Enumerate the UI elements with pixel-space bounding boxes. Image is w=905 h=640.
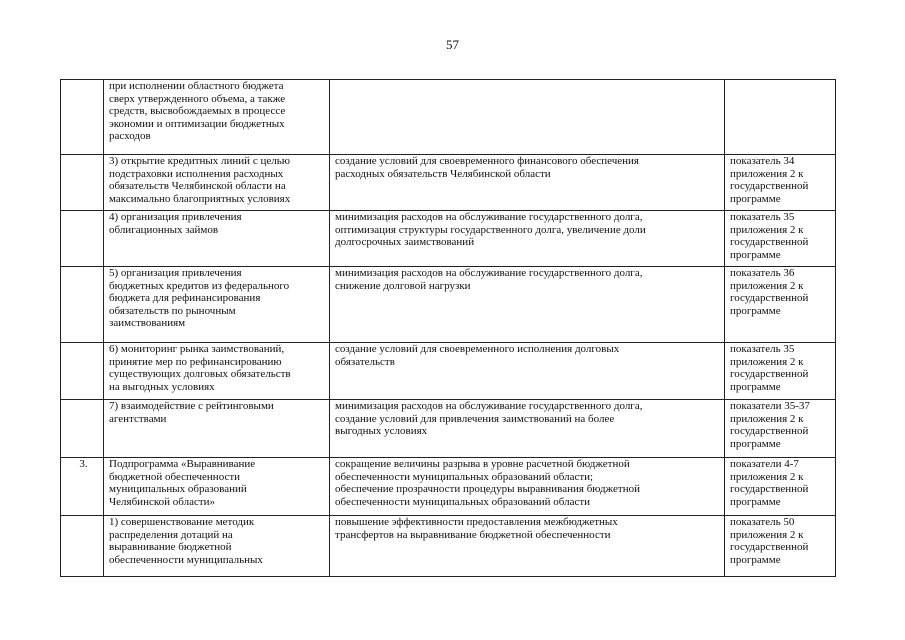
cell-text-line: показатель 34 bbox=[730, 155, 795, 167]
row-number-cell bbox=[61, 516, 104, 577]
result-cell bbox=[330, 516, 725, 577]
table-row bbox=[61, 80, 836, 155]
cell-text-line: приложения 2 к bbox=[730, 279, 804, 292]
cell-text-line: экономии и оптимизации бюджетных bbox=[109, 117, 285, 130]
cell-text-line: показатели 4-7 bbox=[730, 458, 799, 470]
cell-text-line: трансфертов на выравнивание бюджетной обеспеченности bbox=[335, 528, 611, 541]
cell-text-line: приложения 2 к bbox=[730, 223, 804, 236]
measure-cell bbox=[104, 267, 330, 343]
cell-text-line: обеспеченности муниципальных bbox=[109, 553, 263, 566]
cell-text-line: программе bbox=[730, 304, 781, 317]
cell-text-line: показатель 50 bbox=[730, 516, 795, 528]
cell-text-line: распределения дотаций на bbox=[109, 528, 233, 541]
table-row bbox=[61, 516, 836, 577]
cell-text-line: оптимизация структуры государственного долга, увеличение доли bbox=[335, 223, 646, 236]
cell-text-line: государственной bbox=[730, 368, 809, 380]
indicator-cell bbox=[725, 211, 836, 267]
cell-text-line: 7) взаимодействие с рейтинговыми bbox=[109, 400, 274, 412]
indicator-cell bbox=[725, 400, 836, 458]
cell-text-line: средств, высвобождаемых в процессе bbox=[109, 105, 286, 117]
cell-text-line: государственной bbox=[730, 483, 809, 495]
cell-text-line: Челябинской области» bbox=[109, 495, 216, 508]
measure-cell bbox=[104, 343, 330, 400]
cell-text-line: приложения 2 к bbox=[730, 167, 804, 180]
measure-cell bbox=[104, 400, 330, 458]
row-number-cell bbox=[61, 400, 104, 458]
row-number-cell bbox=[61, 343, 104, 400]
cell-text-line: государственной bbox=[730, 180, 809, 192]
cell-text-line: 4) организация привлечения bbox=[109, 211, 242, 223]
measure-cell bbox=[104, 80, 330, 155]
row-number-cell bbox=[61, 267, 104, 343]
row-number-cell bbox=[61, 80, 104, 155]
cell-text-line: бюджетных кредитов из федерального bbox=[109, 279, 290, 292]
cell-text-line: государственной bbox=[730, 292, 809, 304]
cell-text-line: обязательств bbox=[335, 355, 395, 368]
indicator-cell bbox=[725, 267, 836, 343]
result-cell bbox=[330, 400, 725, 458]
cell-text-line: показатели 35-37 bbox=[730, 400, 810, 412]
cell-text-line: бюджетной обеспеченности bbox=[109, 470, 241, 483]
cell-text-line: подстраховки исполнения расходных bbox=[109, 167, 284, 180]
cell-text-line: на выгодных условиях bbox=[109, 380, 215, 393]
cell-text-line: расходов bbox=[109, 130, 151, 142]
cell-text-line: 3) открытие кредитных линий с целью bbox=[109, 155, 290, 167]
cell-text-line: показатель 35 bbox=[730, 211, 795, 223]
cell-text-line: минимизация расходов на обслуживание государственного долга, bbox=[335, 211, 643, 223]
table-row bbox=[61, 458, 836, 516]
cell-text-line: программе bbox=[730, 553, 781, 566]
cell-text-line: программе bbox=[730, 192, 781, 205]
result-cell bbox=[330, 80, 725, 155]
cell-text-line: 1) совершенствование методик bbox=[109, 516, 255, 528]
cell-text-line: приложения 2 к bbox=[730, 355, 804, 368]
cell-text-line: сверх утвержденного объема, а также bbox=[109, 92, 286, 105]
table-row bbox=[61, 343, 836, 400]
cell-text-line: минимизация расходов на обслуживание государственного долга, bbox=[335, 267, 643, 279]
cell-text-line: показатель 35 bbox=[730, 343, 795, 355]
measure-cell bbox=[104, 211, 330, 267]
row-number-cell: 3. bbox=[61, 458, 104, 516]
cell-text-line: создание условий для своевременного исполнения долговых bbox=[335, 343, 620, 355]
result-cell bbox=[330, 155, 725, 211]
cell-text-line: максимально благоприятных условиях bbox=[109, 192, 291, 205]
indicator-cell bbox=[725, 155, 836, 211]
cell-text-line: муниципальных образований bbox=[109, 483, 247, 495]
cell-text-line: программе bbox=[730, 248, 781, 261]
row-number-cell bbox=[61, 155, 104, 211]
table-row bbox=[61, 211, 836, 267]
cell-text-line: минимизация расходов на обслуживание государственного долга, bbox=[335, 400, 643, 412]
program-measures-table bbox=[60, 79, 836, 577]
cell-text-line: заимствованиям bbox=[109, 317, 186, 329]
cell-text-line: государственной bbox=[730, 425, 809, 437]
cell-text-line: облигационных займов bbox=[109, 223, 219, 236]
table-row bbox=[61, 400, 836, 458]
cell-text-line: обеспеченности муниципальных образований области bbox=[335, 495, 591, 508]
cell-text-line: сокращение величины разрыва в уровне расчетной бюджетной bbox=[335, 458, 630, 470]
indicator-cell bbox=[725, 458, 836, 516]
measure-cell bbox=[104, 516, 330, 577]
result-cell bbox=[330, 458, 725, 516]
cell-text-line: государственной bbox=[730, 236, 809, 248]
cell-text-line: создание условий для своевременного финансового обеспечения bbox=[335, 155, 639, 167]
cell-text-line: долгосрочных заимствований bbox=[335, 236, 475, 248]
cell-text-line: обязательств по рыночным bbox=[109, 304, 236, 317]
indicator-cell bbox=[725, 80, 836, 155]
table-row bbox=[61, 155, 836, 211]
cell-text-line: программе bbox=[730, 380, 781, 393]
page-number: 57 bbox=[446, 37, 459, 52]
cell-text-line: обязательств Челябинской области на bbox=[109, 180, 286, 192]
cell-text-line: обеспеченности муниципальных образований области; bbox=[335, 470, 594, 483]
cell-text-line: приложения 2 к bbox=[730, 470, 804, 483]
cell-text-line: снижение долговой нагрузки bbox=[335, 279, 471, 292]
cell-text-line: принятие мер по рефинансированию bbox=[109, 355, 282, 368]
table-row bbox=[61, 267, 836, 343]
cell-text-line: при исполнении областного бюджета bbox=[109, 80, 284, 92]
cell-text-line: приложения 2 к bbox=[730, 528, 804, 541]
result-cell bbox=[330, 267, 725, 343]
cell-text-line: показатель 36 bbox=[730, 267, 795, 279]
indicator-cell bbox=[725, 343, 836, 400]
indicator-cell bbox=[725, 516, 836, 577]
cell-text-line: повышение эффективности предоставления межбюджетных bbox=[335, 516, 618, 528]
measure-cell bbox=[104, 458, 330, 516]
cell-text-line: выгодных условиях bbox=[335, 425, 428, 437]
cell-text-line: агентствами bbox=[109, 412, 167, 425]
cell-text-line: государственной bbox=[730, 541, 809, 553]
cell-text-line: расходных обязательств Челябинской области bbox=[335, 167, 551, 180]
cell-text-line: выравнивание бюджетной bbox=[109, 541, 232, 553]
row-number-cell bbox=[61, 211, 104, 267]
cell-text-line: 5) организация привлечения bbox=[109, 267, 242, 279]
result-cell bbox=[330, 343, 725, 400]
cell-text-line: Подпрограмма «Выравнивание bbox=[109, 458, 256, 470]
cell-text-line: 6) мониторинг рынка заимствований, bbox=[109, 343, 285, 355]
cell-text-line: программе bbox=[730, 495, 781, 508]
cell-text-line: программе bbox=[730, 437, 781, 450]
measure-cell bbox=[104, 155, 330, 211]
cell-text-line: бюджета для рефинансирования bbox=[109, 292, 261, 304]
result-cell bbox=[330, 211, 725, 267]
cell-text-line: приложения 2 к bbox=[730, 412, 804, 425]
cell-text-line: существующих долговых обязательств bbox=[109, 368, 291, 380]
cell-text-line: обеспечение прозрачности процедуры выравнивания бюджетной bbox=[335, 483, 640, 495]
cell-text-line: создание условий для привлечения заимствований на более bbox=[335, 412, 615, 425]
